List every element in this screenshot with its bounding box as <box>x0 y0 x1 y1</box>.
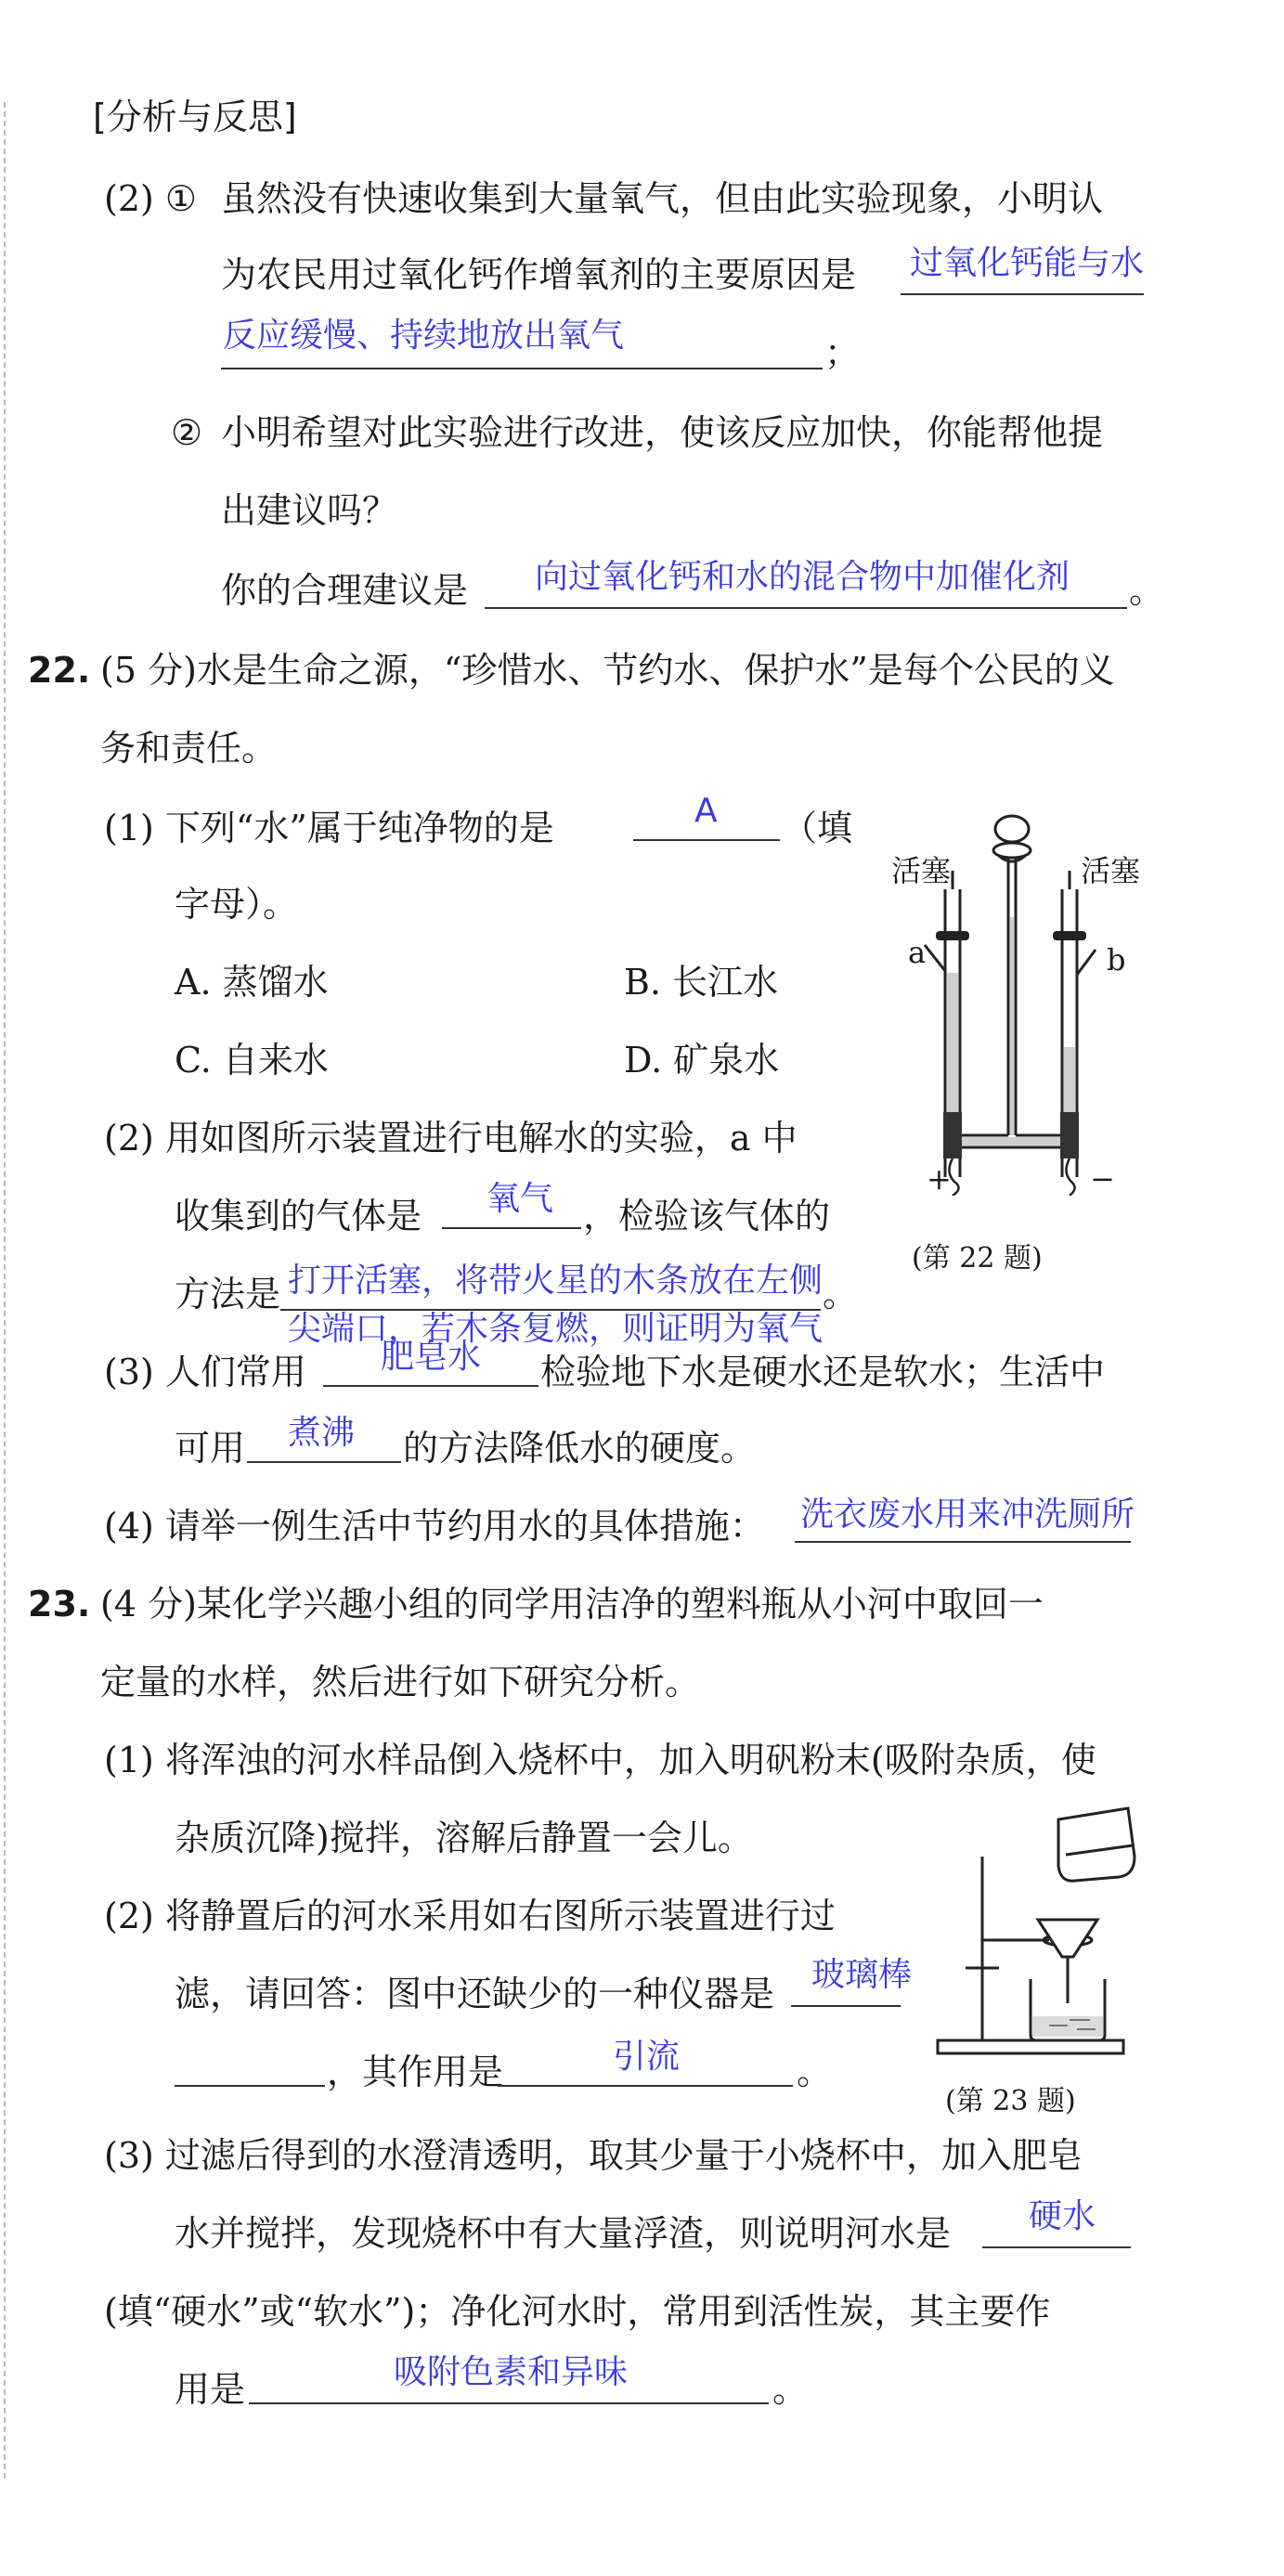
q22-intro-line2: 务和责任。 <box>100 728 278 769</box>
q22-4-line: (4) 请举一例生活中节约用水的具体措施： <box>104 1506 765 1547</box>
tube-b-label: b <box>1107 942 1126 977</box>
q23-2-line2: 滤，请回答：图中还缺少的一种仪器是 <box>175 1974 775 2014</box>
q23-2-answer1: 玻璃棒 <box>811 1956 913 1994</box>
valve-left-label: 活塞 <box>891 853 952 888</box>
q23-figure-caption: (第 23 题) <box>945 2085 1076 2117</box>
q23-3-answer2: 吸附色素和异味 <box>394 2353 629 2391</box>
q21-2-2-prefix: ② <box>171 412 203 453</box>
q22-number: 22. <box>28 650 91 691</box>
q22-2-answer1: 氧气 <box>486 1180 554 1218</box>
q21-2-2-line1: 小明希望对此实验进行改进，使该反应加快，你能帮他提 <box>221 412 1104 453</box>
q21-2-1-answer-b: 反应缓慢、持续地放出氧气 <box>223 317 625 355</box>
q23-number: 23. <box>28 1584 91 1625</box>
section-title: [分析与反思] <box>93 97 297 137</box>
q23-2-line1: (2) 将静置后的河水采用如右图所示装置进行过 <box>104 1896 836 1936</box>
q22-2-line2a: 收集到的气体是 <box>175 1196 422 1236</box>
q22-1-tail: （填 <box>782 808 853 848</box>
q23-3-line2: 水并搅拌，发现烧杯中有大量浮渣，则说明河水是 <box>175 2213 952 2254</box>
q22-2-line3a: 方法是 <box>175 1274 281 1314</box>
answer-blank-line <box>485 607 1127 609</box>
left-valve <box>936 931 969 940</box>
q22-1-answer: A <box>694 792 718 830</box>
positive-terminal-label: + <box>927 1161 952 1197</box>
q22-figure-caption: (第 22 题) <box>912 1242 1043 1275</box>
filtration-apparatus-figure <box>928 1801 1151 2079</box>
q22-2-line2b: ，检验该气体的 <box>583 1196 831 1236</box>
q21-2-1-answer-a: 过氧化钙能与水 <box>910 244 1145 282</box>
q23-3-line1: (3) 过滤后得到的水澄清透明，取其少量于小烧杯中，加入肥皂 <box>104 2135 1083 2176</box>
tube-a-label: a <box>908 935 927 970</box>
q22-option-a: A. 蒸馏水 <box>175 962 329 1003</box>
answer-blank-line <box>175 2085 325 2087</box>
q21-2-1-line1: 虽然没有快速收集到大量氧气，但由此实验现象，小明认 <box>221 178 1104 219</box>
q21-2-2-answer: 向过氧化钙和水的混合物中加催化剂 <box>535 558 1070 596</box>
q23-1-line2: 杂质沉降)搅拌，溶解后静置一会儿。 <box>175 1818 753 1858</box>
q22-2-line1: (2) 用如图所示装置进行电解水的实验，a 中 <box>104 1118 798 1159</box>
q22-option-c: C. 自来水 <box>175 1040 329 1081</box>
answer-blank-line <box>498 2085 793 2087</box>
q23-2-answer2: 引流 <box>613 2038 681 2076</box>
q22-1-line2: 字母）。 <box>175 884 299 925</box>
q22-3-answer2: 煮沸 <box>288 1414 356 1452</box>
q23-3-end: 。 <box>772 2369 809 2410</box>
q21-2-1-line2: 为农民用过氧化钙作增氧剂的主要原因是 <box>221 254 857 295</box>
q21-2-1-prefix: (2) ① <box>104 178 197 219</box>
valve-right-label: 活塞 <box>1081 853 1141 888</box>
q23-1-line1: (1) 将浑浊的河水样品倒入烧杯中，加入明矾粉末(吸附杂质，使 <box>104 1740 1096 1780</box>
filtration-diagram <box>928 1801 1151 2079</box>
electrolysis-apparatus-figure <box>880 806 1159 1196</box>
q22-3-line1a: (3) 人们常用 <box>104 1352 306 1392</box>
q23-2-line3: ，其作用是 <box>327 2052 504 2092</box>
answer-blank-line <box>901 293 1144 295</box>
q22-option-d: D. 矿泉水 <box>624 1040 780 1081</box>
q22-intro-line1: (5 分)水是生命之源，“珍惜水、节约水、保护水”是每个公民的义 <box>100 650 1115 691</box>
q22-3-line2a: 可用 <box>175 1428 246 1469</box>
answer-blank-line <box>791 2005 901 2007</box>
q21-2-1-end: ； <box>824 332 861 373</box>
binding-margin-line <box>4 102 6 2479</box>
q23-intro-line2: 定量的水样，然后进行如下研究分析。 <box>100 1662 701 1702</box>
answer-blank-line <box>633 839 780 841</box>
q22-1-line1: (1) 下列“水”属于纯净物的是 <box>104 808 554 848</box>
answer-blank-line <box>795 1541 1131 1543</box>
answer-blank-line <box>442 1227 581 1229</box>
q21-2-2-end: 。 <box>1129 570 1165 611</box>
answer-blank-line <box>249 2402 769 2404</box>
q23-intro-line1: (4 分)某化学兴趣小组的同学用洁净的塑料瓶从小河中取回一 <box>100 1584 1044 1625</box>
q22-2-line3-end: 。 <box>823 1274 859 1314</box>
q22-2-answer2b: 尖端口，若木条复燃，则证明为氧气 <box>288 1310 824 1348</box>
q22-4-answer: 洗衣废水用来冲洗厕所 <box>800 1495 1135 1534</box>
q23-2-end: 。 <box>797 2052 833 2092</box>
negative-terminal-label: − <box>1090 1161 1115 1197</box>
q23-3-line3: (填“硬水”或“软水”)；净化河水时，常用到活性炭，其主要作 <box>104 2291 1051 2332</box>
q23-3-answer1: 硬水 <box>1029 2197 1096 2235</box>
right-valve <box>1053 931 1086 940</box>
q22-3-answer1: 肥皂水 <box>381 1338 482 1376</box>
q22-3-line2b: 的方法降低水的硬度。 <box>403 1428 757 1469</box>
q22-2-answer2a: 打开活塞，将带火星的木条放在左侧 <box>288 1262 824 1300</box>
q22-3-line1b: 检验地下水是硬水还是软水；生活中 <box>540 1352 1106 1392</box>
q23-3-line4: 用是 <box>175 2369 246 2410</box>
q21-2-2-line3: 你的合理建议是 <box>221 570 469 611</box>
answer-blank-line <box>247 1461 401 1463</box>
q21-2-2-line2: 出建议吗？ <box>221 490 398 531</box>
q22-option-b: B. 长江水 <box>624 962 779 1003</box>
answer-blank-line <box>982 2246 1131 2248</box>
answer-blank-line <box>221 368 823 369</box>
answer-blank-line <box>323 1385 538 1387</box>
